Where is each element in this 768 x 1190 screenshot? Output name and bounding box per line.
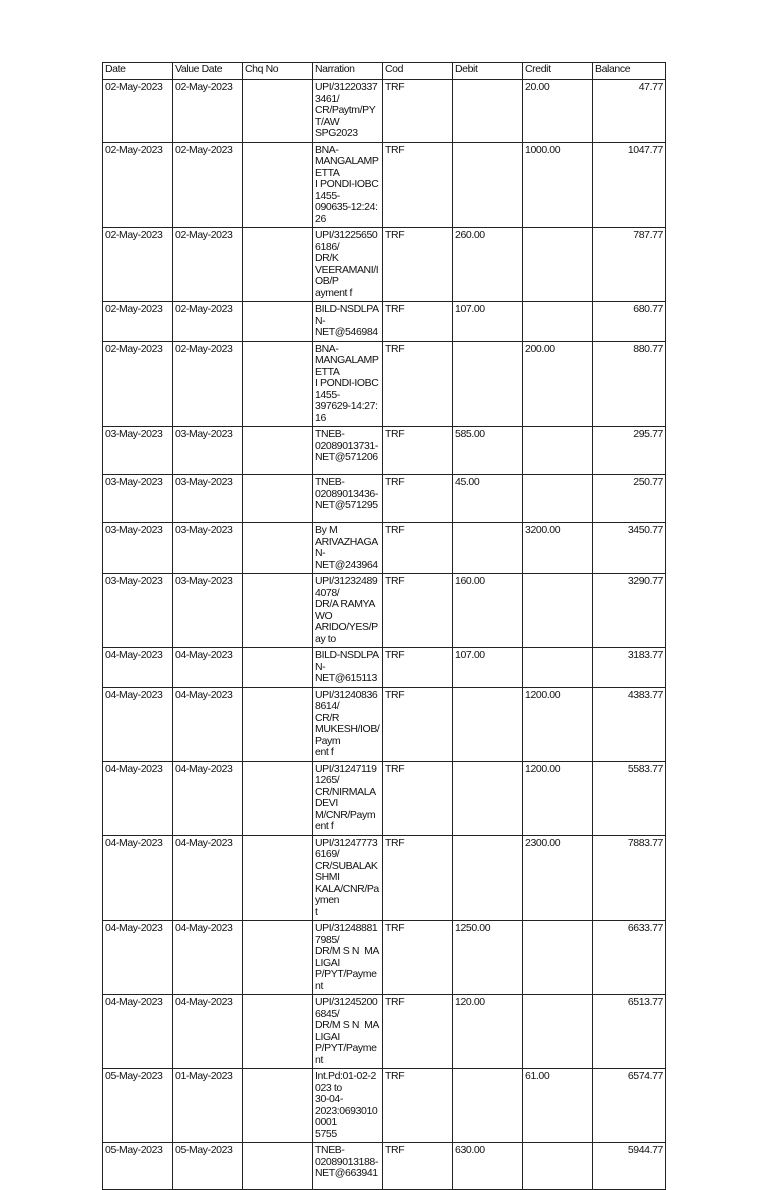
narration-cell: TNEB- 02089013188- NET@663941 xyxy=(313,1143,383,1190)
table-row xyxy=(103,648,666,688)
date-cell: 03-May-2023 xyxy=(103,427,173,475)
credit-cell: 2300.00 xyxy=(523,835,593,921)
date-cell: 03-May-2023 xyxy=(103,475,173,523)
narration-cell: UPI/312471191265/ CR/NIRMALADEVI M/CNR/Payment f xyxy=(313,761,383,835)
narration-cell: UPI/312324894078/ DR/A RAMYA WO ARIDO/YES/Pay to xyxy=(313,574,383,648)
balance-cell: 787.77 xyxy=(593,228,666,302)
cod-cell: TRF xyxy=(383,1143,453,1190)
balance-cell: 680.77 xyxy=(593,302,666,342)
date-cell: 02-May-2023 xyxy=(103,80,173,143)
column-header-balance: Balance xyxy=(593,63,666,80)
date-cell: 03-May-2023 xyxy=(103,574,173,648)
narration-cell: UPI/312256506186/ DR/K VEERAMANI/IOB/P ayment f xyxy=(313,228,383,302)
table-row xyxy=(103,687,666,761)
chq-no-cell xyxy=(243,427,313,475)
cod-cell: TRF xyxy=(383,302,453,342)
narration-cell: BILD-NSDLPAN- NET@546984 xyxy=(313,302,383,342)
credit-cell xyxy=(523,302,593,342)
column-header-value-date: Value Date xyxy=(173,63,243,80)
credit-cell xyxy=(523,995,593,1069)
cod-cell: TRF xyxy=(383,341,453,427)
date-cell: 03-May-2023 xyxy=(103,523,173,574)
cod-cell: TRF xyxy=(383,761,453,835)
chq-no-cell xyxy=(243,302,313,342)
column-header-credit: Credit xyxy=(523,63,593,80)
table-row xyxy=(103,921,666,995)
debit-cell: 260.00 xyxy=(453,228,523,302)
chq-no-cell xyxy=(243,1069,313,1143)
cod-cell: TRF xyxy=(383,835,453,921)
credit-cell xyxy=(523,427,593,475)
value-date-cell: 04-May-2023 xyxy=(173,835,243,921)
table-row xyxy=(103,574,666,648)
balance-cell: 5944.77 xyxy=(593,1143,666,1190)
chq-no-cell xyxy=(243,341,313,427)
narration-cell: BNA- MANGALAMPETTA I PONDI-IOBC1455- 090635-12:24:26 xyxy=(313,142,383,228)
table-row xyxy=(103,761,666,835)
cod-cell: TRF xyxy=(383,574,453,648)
table-row xyxy=(103,228,666,302)
table-row xyxy=(103,142,666,228)
date-cell: 04-May-2023 xyxy=(103,761,173,835)
debit-cell: 107.00 xyxy=(453,302,523,342)
debit-cell xyxy=(453,341,523,427)
column-header-cod: Cod xyxy=(383,63,453,80)
cod-cell: TRF xyxy=(383,80,453,143)
chq-no-cell xyxy=(243,648,313,688)
balance-cell: 47.77 xyxy=(593,80,666,143)
debit-cell: 585.00 xyxy=(453,427,523,475)
header-row xyxy=(103,63,666,80)
debit-cell xyxy=(453,835,523,921)
debit-cell xyxy=(453,523,523,574)
chq-no-cell xyxy=(243,835,313,921)
credit-cell xyxy=(523,228,593,302)
column-header-debit: Debit xyxy=(453,63,523,80)
table-row xyxy=(103,835,666,921)
date-cell: 02-May-2023 xyxy=(103,142,173,228)
narration-cell: BNA- MANGALAMPETTA I PONDI-IOBC1455- 397629-14:27:16 xyxy=(313,341,383,427)
cod-cell: TRF xyxy=(383,142,453,228)
cod-cell: TRF xyxy=(383,648,453,688)
chq-no-cell xyxy=(243,687,313,761)
credit-cell xyxy=(523,574,593,648)
value-date-cell: 02-May-2023 xyxy=(173,341,243,427)
credit-cell xyxy=(523,921,593,995)
debit-cell xyxy=(453,1069,523,1143)
debit-cell xyxy=(453,687,523,761)
balance-cell: 5583.77 xyxy=(593,761,666,835)
table-row xyxy=(103,523,666,574)
value-date-cell: 02-May-2023 xyxy=(173,302,243,342)
narration-cell: UPI/312408368614/ CR/R MUKESH/IOB/Paym ent f xyxy=(313,687,383,761)
credit-cell: 1000.00 xyxy=(523,142,593,228)
date-cell: 04-May-2023 xyxy=(103,648,173,688)
balance-cell: 6513.77 xyxy=(593,995,666,1069)
chq-no-cell xyxy=(243,523,313,574)
value-date-cell: 03-May-2023 xyxy=(173,475,243,523)
debit-cell xyxy=(453,761,523,835)
narration-cell: By M ARIVAZHAGAN- NET@243964 xyxy=(313,523,383,574)
cod-cell: TRF xyxy=(383,228,453,302)
value-date-cell: 01-May-2023 xyxy=(173,1069,243,1143)
value-date-cell: 04-May-2023 xyxy=(173,648,243,688)
value-date-cell: 04-May-2023 xyxy=(173,687,243,761)
cod-cell: TRF xyxy=(383,523,453,574)
value-date-cell: 04-May-2023 xyxy=(173,761,243,835)
balance-cell: 1047.77 xyxy=(593,142,666,228)
debit-cell: 107.00 xyxy=(453,648,523,688)
balance-cell: 250.77 xyxy=(593,475,666,523)
credit-cell: 20.00 xyxy=(523,80,593,143)
balance-cell: 3183.77 xyxy=(593,648,666,688)
cod-cell: TRF xyxy=(383,687,453,761)
debit-cell: 45.00 xyxy=(453,475,523,523)
credit-cell xyxy=(523,475,593,523)
credit-cell: 3200.00 xyxy=(523,523,593,574)
date-cell: 02-May-2023 xyxy=(103,341,173,427)
value-date-cell: 03-May-2023 xyxy=(173,523,243,574)
column-header-date: Date xyxy=(103,63,173,80)
balance-cell: 6633.77 xyxy=(593,921,666,995)
debit-cell xyxy=(453,142,523,228)
narration-cell: UPI/312488817985/ DR/M S N MALIGAI P/PYT/Payment xyxy=(313,921,383,995)
column-header-chq-no: Chq No xyxy=(243,63,313,80)
table-row xyxy=(103,1069,666,1143)
date-cell: 05-May-2023 xyxy=(103,1143,173,1190)
narration-cell: UPI/312203373461/ CR/Paytm/PYT/AW SPG2023 xyxy=(313,80,383,143)
date-cell: 04-May-2023 xyxy=(103,921,173,995)
table-row xyxy=(103,995,666,1069)
value-date-cell: 03-May-2023 xyxy=(173,427,243,475)
balance-cell: 3450.77 xyxy=(593,523,666,574)
table-row xyxy=(103,427,666,475)
cod-cell: TRF xyxy=(383,427,453,475)
value-date-cell: 04-May-2023 xyxy=(173,921,243,995)
narration-cell: TNEB- 02089013731- NET@571206 xyxy=(313,427,383,475)
chq-no-cell xyxy=(243,475,313,523)
table-row xyxy=(103,80,666,143)
credit-cell: 61.00 xyxy=(523,1069,593,1143)
table-row xyxy=(103,341,666,427)
chq-no-cell xyxy=(243,574,313,648)
balance-cell: 6574.77 xyxy=(593,1069,666,1143)
date-cell: 02-May-2023 xyxy=(103,302,173,342)
debit-cell: 160.00 xyxy=(453,574,523,648)
chq-no-cell xyxy=(243,142,313,228)
date-cell: 02-May-2023 xyxy=(103,228,173,302)
value-date-cell: 03-May-2023 xyxy=(173,574,243,648)
credit-cell xyxy=(523,648,593,688)
column-header-narration: Narration xyxy=(313,63,383,80)
narration-cell: TNEB- 02089013436- NET@571295 xyxy=(313,475,383,523)
balance-cell: 295.77 xyxy=(593,427,666,475)
transaction-table xyxy=(102,62,666,1190)
narration-cell: BILD-NSDLPAN- NET@615113 xyxy=(313,648,383,688)
value-date-cell: 05-May-2023 xyxy=(173,1143,243,1190)
chq-no-cell xyxy=(243,761,313,835)
table-row xyxy=(103,302,666,342)
debit-cell: 120.00 xyxy=(453,995,523,1069)
chq-no-cell xyxy=(243,921,313,995)
date-cell: 05-May-2023 xyxy=(103,1069,173,1143)
debit-cell: 1250.00 xyxy=(453,921,523,995)
balance-cell: 880.77 xyxy=(593,341,666,427)
value-date-cell: 02-May-2023 xyxy=(173,80,243,143)
chq-no-cell xyxy=(243,228,313,302)
credit-cell: 1200.00 xyxy=(523,687,593,761)
cod-cell: TRF xyxy=(383,1069,453,1143)
credit-cell: 200.00 xyxy=(523,341,593,427)
narration-cell: UPI/312477736169/ CR/SUBALAKSHMI KALA/CNR/Paymen t xyxy=(313,835,383,921)
table-row xyxy=(103,475,666,523)
chq-no-cell xyxy=(243,80,313,143)
balance-cell: 7883.77 xyxy=(593,835,666,921)
value-date-cell: 02-May-2023 xyxy=(173,228,243,302)
cod-cell: TRF xyxy=(383,921,453,995)
date-cell: 04-May-2023 xyxy=(103,687,173,761)
narration-cell: UPI/312452006845/ DR/M S N MALIGAI P/PYT/Payment xyxy=(313,995,383,1069)
date-cell: 04-May-2023 xyxy=(103,995,173,1069)
credit-cell: 1200.00 xyxy=(523,761,593,835)
narration-cell: Int.Pd:01-02-2023 to 30-04- 2023:06930100001 5755 xyxy=(313,1069,383,1143)
balance-cell: 4383.77 xyxy=(593,687,666,761)
value-date-cell: 02-May-2023 xyxy=(173,142,243,228)
cod-cell: TRF xyxy=(383,995,453,1069)
credit-cell xyxy=(523,1143,593,1190)
cod-cell: TRF xyxy=(383,475,453,523)
table-row xyxy=(103,1143,666,1190)
chq-no-cell xyxy=(243,995,313,1069)
balance-cell: 3290.77 xyxy=(593,574,666,648)
debit-cell xyxy=(453,80,523,143)
date-cell: 04-May-2023 xyxy=(103,835,173,921)
debit-cell: 630.00 xyxy=(453,1143,523,1190)
value-date-cell: 04-May-2023 xyxy=(173,995,243,1069)
chq-no-cell xyxy=(243,1143,313,1190)
